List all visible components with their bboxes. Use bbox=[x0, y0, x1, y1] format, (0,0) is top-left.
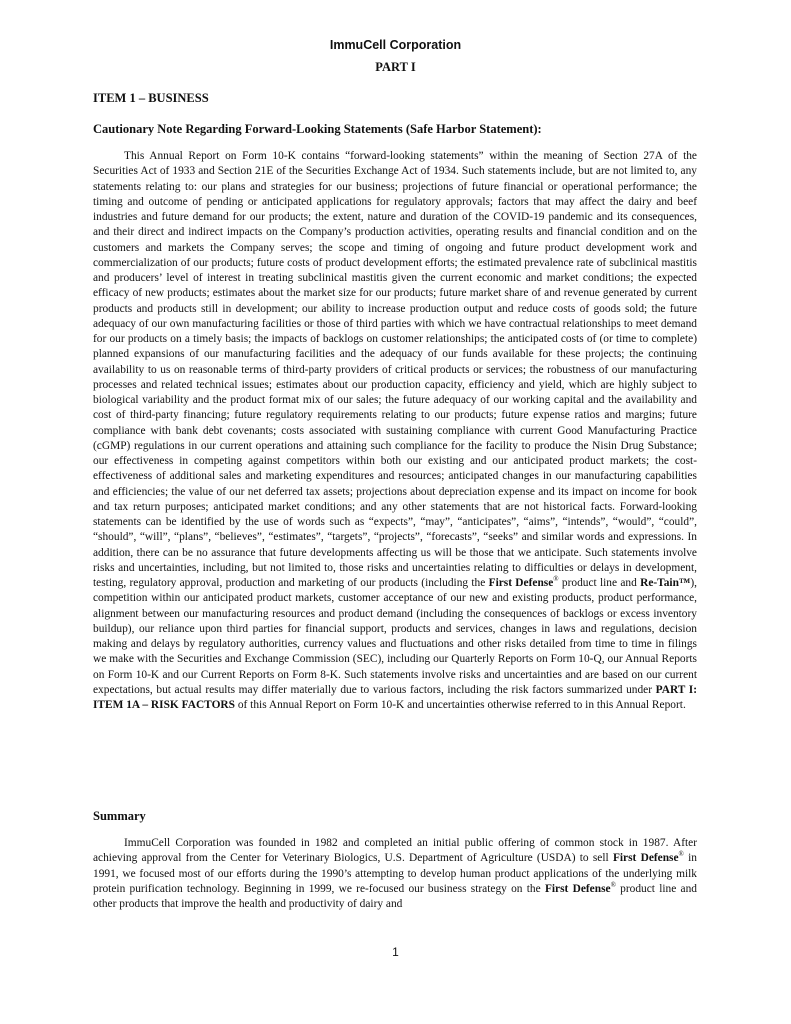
summary-text-1: ImmuCell Corporation was founded in 1982 and completed an initial public offering of common stock in 1987. After achieving approval from the Center for Veterinary Biologics, U.S. Department of Agriculture (USDA) to sell bbox=[93, 837, 697, 865]
brand-first-defense: First Defense bbox=[488, 577, 554, 589]
cautionary-text-1: This Annual Report on Form 10-K contains “forward-looking statements” within the meaning of Section 27A of the Securities Act of 1933 and Section 21E of the Securities Exchange Act of 1934. Such statements include, but are not limited to, any statements relating to: our plans and strategies for our business; projections of future financial or operational performance; the timing and outcome of pending or anticipated applications for regulatory approvals; factors that may affect the dairy and beef industries and future demand for our products; the extent, nature and duration of the COVID-19 pandemic and its consequences, and their direct and indirect impacts on the Company’s production activities, operating results and financial condition and on the customers and markets the Company serves; the scope and timing of ongoing and future product development work and commercialization of our products; future costs of product development efforts; the estimated prevalence rate of subclinical mastitis and producers’ level of interest in treating subclinical mastitis given the current economic and market conditions; the expected efficacy of new products; estimates about the market size for our products; future market share of and revenue generated by current products and products still in development; our ability to increase production output and reduce costs of goods sold; the future adequacy of our own manufacturing facilities or those of third parties with which we have contractual relationships to meet demand for our products on a timely basis; the impacts of backlogs on customer relationships; the anticipated costs of (or time to complete) planned expansions of our manufacturing facilities and the adequacy of our funds available for these projects; the continuing availability to us on reasonable terms of third-party providers of critical products or services; the robustness of our manufacturing processes and related technical issues; estimates about our production capacity, efficiency and yield, which are highly subject to biological variability and the product format mix of our sales; the future adequacy of our working capital and the availability and cost of third-party financing; future regulatory requirements relating to our products; future expense ratios and margins; future compliance with bank debt covenants; costs associated with sustaining compliance with current Good Manufacturing Practice (cGMP) regulations in our current operations and attaining such compliance for the facility to produce the Nisin Drug Substance; our effectiveness in competing against competitors within both our existing and our anticipated product markets; the cost-effectiveness of additional sales and marketing expenditures and resources; anticipated changes in our manufacturing capabilities and efficiencies; the value of our net deferred tax assets; projections about depreciation expense and its impact on income for book and tax return purposes; anticipated market conditions; and any other statements that are not historical facts. Forward-looking statements can be identified by the use of words such as “expects”, “may”, “anticipates”, “aims”, “intends”, “would”, “could”, “should”, “will”, “plans”, “believes”, “estimates”, “targets”, “projects”, “forecasts”, “seeks” and similar words and expressions. In addition, there can be no assurance that future developments affecting us will be those that we anticipate. Such statements involve risks and uncertainties, including, but not limited to, those risks and uncertainties relating to difficulties or delays in development, testing, regulatory approval, production and marketing of our products (including the bbox=[93, 150, 697, 589]
registered-mark: ® bbox=[553, 575, 559, 584]
running-header-company: ImmuCell Corporation bbox=[329, 38, 462, 52]
item-heading: ITEM 1 – BUSINESS bbox=[93, 91, 209, 105]
risk-factors-reference: PART I: ITEM 1A – RISK FACTORS bbox=[93, 683, 697, 711]
cautionary-note-paragraph bbox=[93, 149, 697, 713]
registered-mark: ® bbox=[610, 880, 616, 889]
cautionary-text-2: product line and bbox=[558, 577, 641, 589]
part-title: PART I bbox=[375, 60, 416, 74]
summary-heading: Summary bbox=[93, 809, 146, 823]
cautionary-note-heading: Cautionary Note Regarding Forward-Looking Statements (Safe Harbor Statement): bbox=[93, 122, 542, 136]
brand-first-defense: First Defense bbox=[544, 882, 611, 895]
brand-first-defense: First Defense bbox=[612, 852, 679, 865]
cautionary-text-3: ), competition within our anticipated product markets, customer acceptance of our new and existing products, product performance, alignment between our manufacturing resources and product demand (including the consequences of backlogs or excess inventory buildup), our reliance upon third parties for financial support, products and services, changes in laws and regulations, decision making and delays by regulatory authorities, currency values and fluctuations and other risks detailed from time to time in filings we make with the Securities and Exchange Commission (SEC), including our Quarterly Reports on Form 10-Q, our Annual Reports on Form 10-K and our Current Reports on Form 8-K. Such statements involve risks and uncertainties and are based on our current expectations, but actual results may differ materially due to various factors, including the risk factors summarized under bbox=[93, 577, 697, 696]
summary-text-2: in 1991, we focused most of our efforts during the 1990’s attempting to develop human product applications of the underlying milk protein purification technology. Beginning in 1999, we re-focused our business strategy on the bbox=[93, 852, 697, 895]
summary-text-3: product line and other products that improve the health and productivity of dairy and bbox=[93, 882, 697, 910]
brand-retain: Re-Tain™ bbox=[640, 577, 691, 589]
registered-mark: ® bbox=[678, 850, 684, 859]
cautionary-text-4: of this Annual Report on Form 10-K and uncertainties otherwise referred to in this Annual Report. bbox=[235, 699, 686, 711]
page-number: 1 bbox=[392, 945, 399, 959]
summary-paragraph bbox=[93, 836, 697, 912]
